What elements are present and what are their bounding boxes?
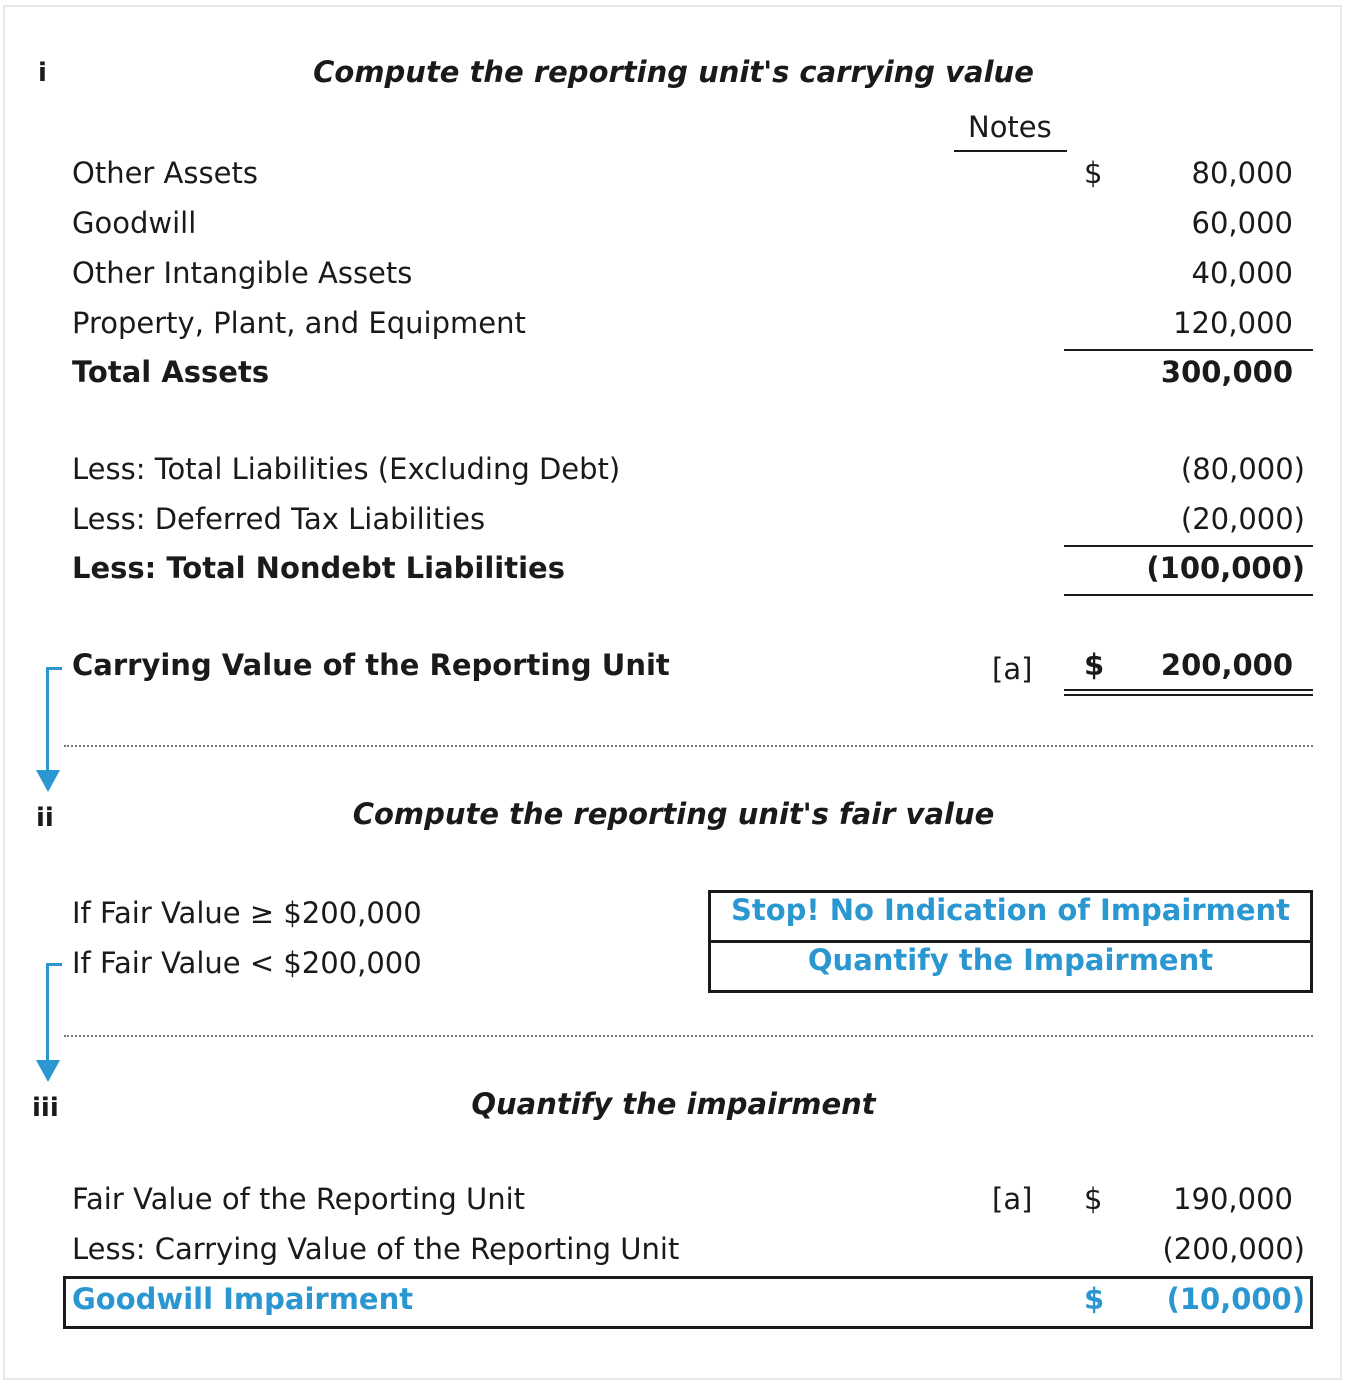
total-rule bbox=[1064, 594, 1313, 596]
section-i-marker: i bbox=[38, 58, 47, 88]
section-iii-heading: Quantify the impairment bbox=[471, 1087, 876, 1121]
arrow-down-icon bbox=[36, 1060, 60, 1082]
row-label: Other Assets bbox=[72, 156, 258, 190]
row-value: (80,000) bbox=[1180, 452, 1305, 486]
carrying-value-amount: 200,000 bbox=[1160, 648, 1293, 682]
section-divider bbox=[64, 1035, 1313, 1037]
total-liabilities-value: (100,000) bbox=[1146, 551, 1305, 585]
row-value: 120,000 bbox=[1173, 306, 1293, 340]
subtotal-rule bbox=[1064, 349, 1313, 351]
row-value: (20,000) bbox=[1180, 502, 1305, 536]
section-i-heading: Compute the reporting unit's carrying value bbox=[313, 55, 1034, 89]
total-liabilities-label: Less: Total Nondebt Liabilities bbox=[72, 551, 565, 585]
section-divider bbox=[64, 745, 1313, 747]
condition-label: If Fair Value ≥ $200,000 bbox=[72, 896, 422, 930]
row-value: 80,000 bbox=[1191, 156, 1293, 190]
section-ii-marker: ii bbox=[36, 803, 54, 833]
notes-underline bbox=[954, 150, 1067, 152]
goodwill-impairment-amount: (10,000) bbox=[1166, 1282, 1305, 1316]
row-label: Less: Deferred Tax Liabilities bbox=[72, 502, 486, 536]
row-value: 40,000 bbox=[1191, 256, 1293, 290]
row-label: Less: Total Liabilities (Excluding Debt) bbox=[72, 452, 621, 486]
currency-symbol: $ bbox=[1084, 1282, 1105, 1316]
row-label: Other Intangible Assets bbox=[72, 256, 413, 290]
double-underline bbox=[1064, 689, 1313, 696]
less-carrying-amount: (200,000) bbox=[1162, 1232, 1305, 1266]
flow-arrow-i-ii bbox=[46, 667, 49, 771]
goodwill-impairment-label: Goodwill Impairment bbox=[72, 1282, 414, 1316]
quantify-impairment-result: Quantify the Impairment bbox=[807, 943, 1214, 977]
total-assets-value: 300,000 bbox=[1160, 355, 1293, 389]
carrying-value-label: Carrying Value of the Reporting Unit bbox=[72, 648, 670, 682]
less-carrying-label: Less: Carrying Value of the Reporting Unit bbox=[72, 1232, 680, 1266]
total-assets-label: Total Assets bbox=[72, 355, 270, 389]
section-ii-heading: Compute the reporting unit's fair value bbox=[352, 797, 995, 831]
fair-value-amount: 190,000 bbox=[1173, 1182, 1293, 1216]
currency-symbol: $ bbox=[1084, 648, 1105, 682]
row-label: Property, Plant, and Equipment bbox=[72, 306, 526, 340]
arrow-down-icon bbox=[36, 770, 60, 792]
flow-arrow-ii-iii bbox=[46, 963, 49, 1061]
no-impairment-result: Stop! No Indication of Impairment bbox=[730, 893, 1290, 927]
section-iii-marker: iii bbox=[32, 1093, 59, 1123]
notes-column-header: Notes bbox=[968, 110, 1052, 144]
note-reference: [a] bbox=[992, 1182, 1033, 1216]
note-reference: [a] bbox=[992, 652, 1033, 686]
fair-value-label: Fair Value of the Reporting Unit bbox=[72, 1182, 526, 1216]
currency-symbol: $ bbox=[1084, 156, 1103, 190]
condition-label: If Fair Value < $200,000 bbox=[72, 946, 422, 980]
row-label: Goodwill bbox=[72, 206, 197, 240]
currency-symbol: $ bbox=[1084, 1182, 1103, 1216]
subtotal-rule bbox=[1064, 545, 1313, 547]
row-value: 60,000 bbox=[1191, 206, 1293, 240]
